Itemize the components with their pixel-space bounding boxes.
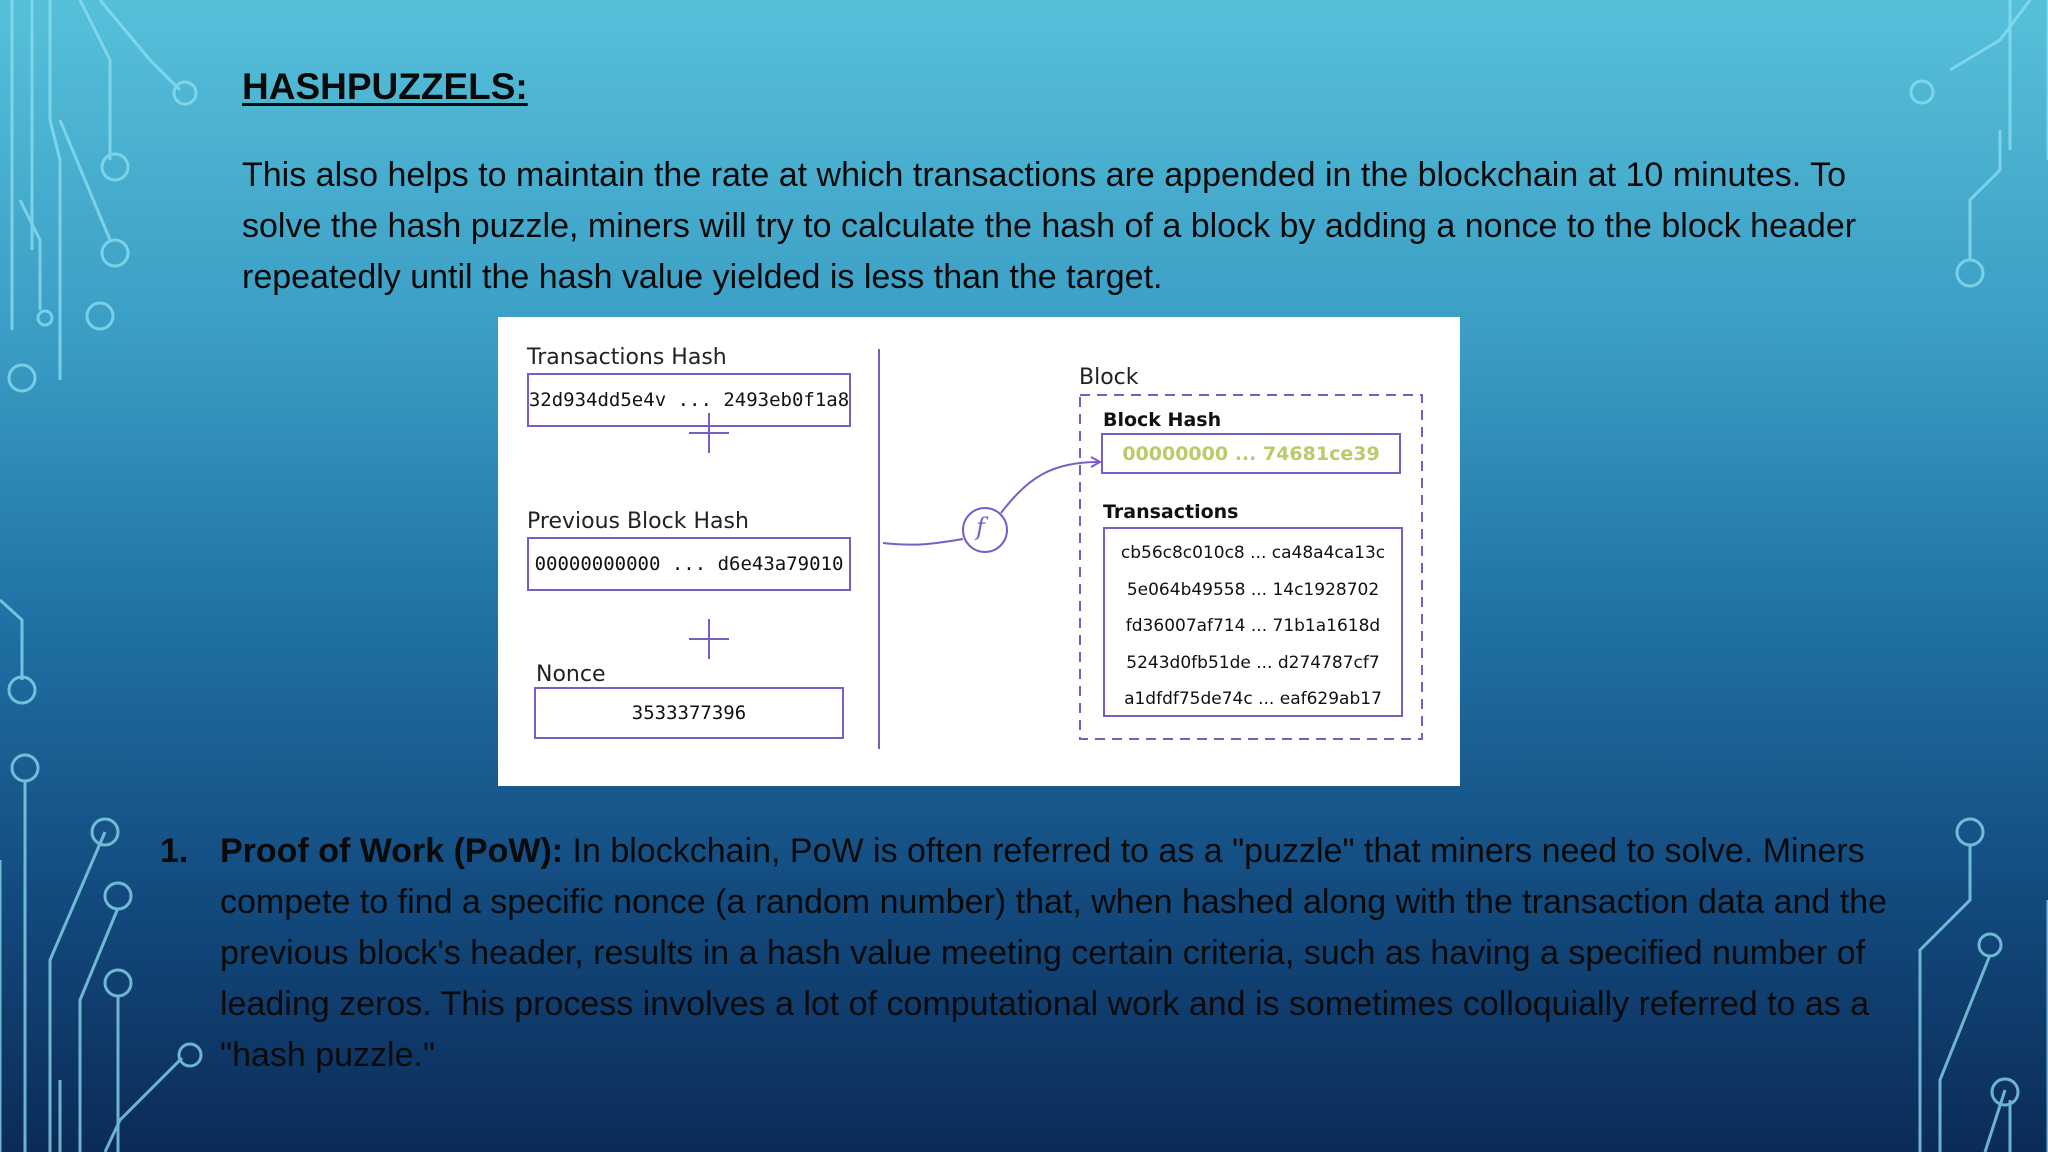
transaction-row: 5e064b49558 ... 14c1928702 [1126, 579, 1380, 600]
slide-title: HASHPUZZELS: [242, 66, 528, 107]
previous-block-hash-box: 00000000000 ... d6e43a79010 [527, 537, 851, 591]
transactions-hash-box: 32d934dd5e4v ... 2493eb0f1a8 [527, 373, 851, 427]
intro-paragraph: This also helps to maintain the rate at which transactions are appended in the blockchain at 10 minutes. To solve the hash puzzle, miners will try to calculate the hash of a block by adding a nonce to the block header repeatedly until the hash value yielded is less than the target. [242, 156, 1857, 296]
list-item-lead: Proof of Work (PoW): [220, 832, 564, 870]
transactions-list [1103, 527, 1403, 717]
function-symbol: f [976, 513, 985, 541]
previous-block-hash-label: Previous Block Hash [527, 509, 749, 534]
proof-of-work-point [160, 826, 1920, 1081]
transactions-label: Transactions [1103, 501, 1239, 523]
list-number: 1. [160, 832, 189, 870]
plus-icon [689, 619, 729, 659]
transaction-row: fd36007af714 ... 71b1a1618d [1125, 616, 1381, 636]
connector-line [883, 539, 963, 545]
transaction-row: 5243d0fb51de ... d274787cf7 [1126, 652, 1380, 673]
block-hash-label: Block Hash [1103, 409, 1222, 431]
function-circle [963, 508, 1007, 552]
transactions-hash-label: Transactions Hash [527, 345, 727, 370]
block-label: Block [1079, 365, 1139, 390]
block-hash-value: 00000000 ... 74681ce39 [1122, 442, 1380, 465]
block-hash-box [1101, 433, 1401, 474]
hash-puzzle-diagram [498, 317, 1460, 786]
connector-arrow [1001, 462, 1098, 513]
nonce-box: 3533377396 [534, 687, 844, 739]
list-item-body [220, 826, 1920, 1081]
transaction-row: a1dfdf75de74c ... eaf629ab17 [1124, 689, 1382, 709]
transaction-row: cb56c8c010c8 ... ca48a4ca13c [1120, 543, 1386, 563]
nonce-label: Nonce [536, 662, 606, 687]
list-item-text: In blockchain, PoW is often referred to as a "puzzle" that miners need to solve. Miners compete to find a specific nonce (a random number) that, when hashed along with the transaction data and the previous block's header, results in a hash value meeting certain criteria, such as having a specified number of leading zeros. This process involves a lot of computational work and is sometimes colloquially referred to as a "hash puzzle." [220, 832, 1888, 1074]
